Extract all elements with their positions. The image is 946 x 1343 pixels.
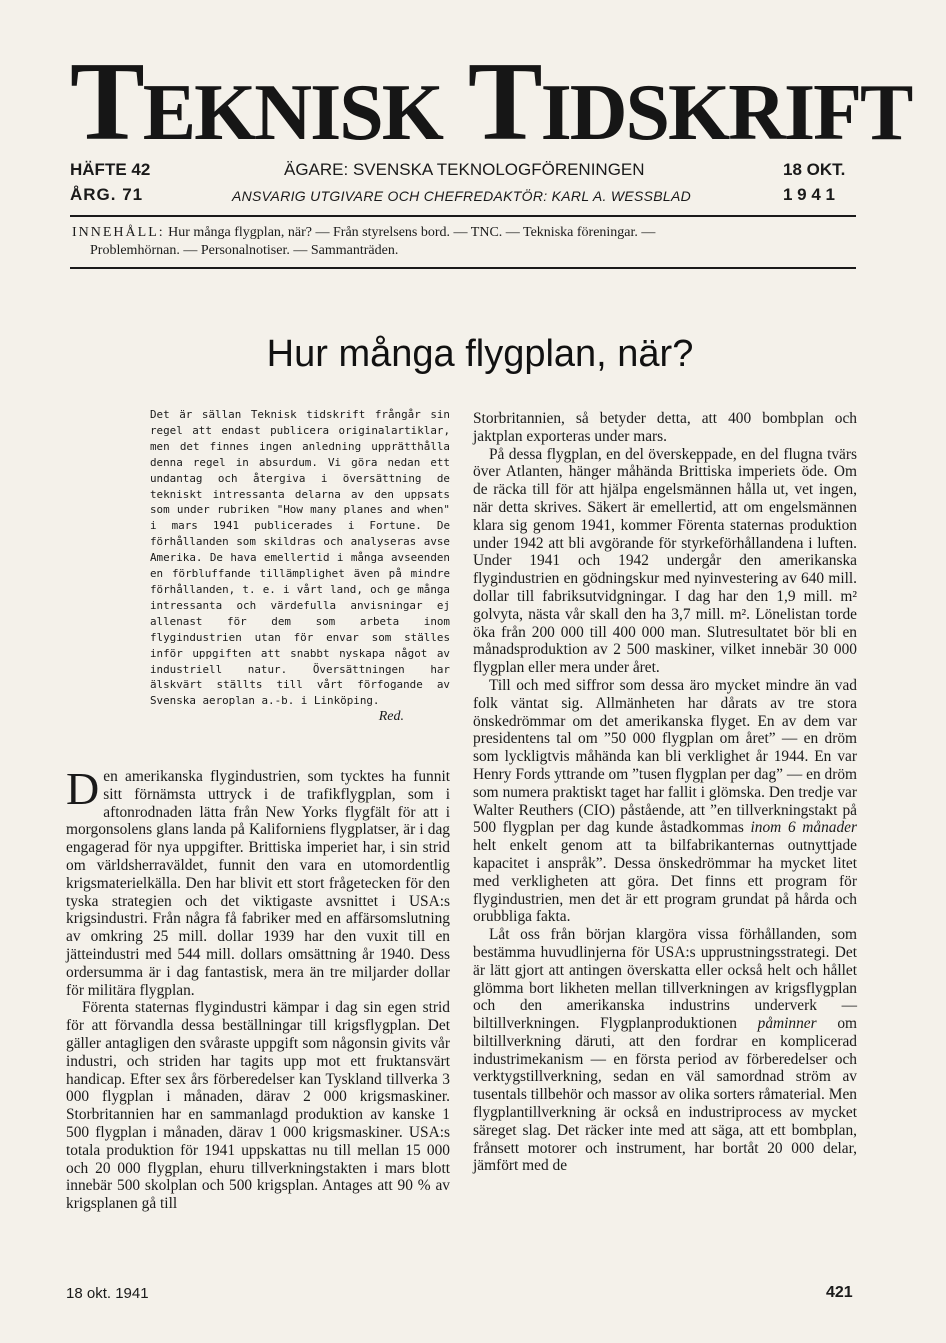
masthead-word2: IDSKRIFT xyxy=(540,69,912,157)
rule-top xyxy=(70,215,856,217)
footer-date: 18 okt. 1941 xyxy=(66,1285,149,1302)
right-p4-b: om biltillverkning däruti, att den fordrar en komplicerad industrimekanism — en första period av förberedelser och verktygstillverkning, sedan en väl samordnad ström av tusentals tillbehör och massor av olika sorters råmaterial. Men flygplantillverkning är också en industriprocess av mycket säreget slag. Det räcker inte med att säga, att ett bombplan, frånsett motorer och instrument, har bortåt 20 000 delar, jämfört med de xyxy=(473,1015,857,1175)
left-p1-text: en amerikanska flygindustrien, som tycktes ha funnit sitt förnämsta uttryck i de trafikflygplan, som i aftonrodnaden lätta från New Yorks flygfält för att i morgonsolens glans landa på Kaliforniens flygplatser, är i dag engagerad för nya uppgifter. Brittiska imperiet har, i sin strid om världsherraväldet, funnit den vara en utomordentlig krigsmaterielkälla. Den har blivit ett stort frågetecken för den tyska strategien och det viktigaste avsnittet i USA:s krigsindustri. Från några få fabriker med en affärsomslutning av omkring 25 mill. dollar 1939 har den vuxit till en jätteindustri med 544 mill. dollars omsättning år 1940. Dess ordersumma är i dag fantastisk, mera än tre miljarder dollar för militära flygplan. xyxy=(66,768,450,999)
left-column xyxy=(66,763,450,1213)
issue-year: 1 9 4 1 xyxy=(783,185,835,204)
masthead-t1: T xyxy=(70,40,143,164)
right-p4-a: Låt oss från början klargöra vissa förhållanden, som bestämma huvudlinjerna för USA:s upprustningsstrategi. Det är lätt gjort att antingen överskatta eller också helt och hållet glömma bort likheten mellan tillverkningen av krigsflygplan och den amerikanska industrins underverk — biltillverkningen. Flygplanproduktionen xyxy=(473,926,857,1033)
right-p3-b: helt enkelt genom att ta bilfabrikanternas outnyttjade kapacitet i anspråk”. Dessa önskedrömmar ha mycket litet med verkligheten att göra. Det finns ett program för flygindustrien, men det är ett program grundat på hårda och orubbliga fakta. xyxy=(473,837,857,926)
editor-line: ANSVARIG UTGIVARE OCH CHEFREDAKTÖR: KARL A. WESSBLAD xyxy=(232,188,692,204)
right-p3-emphasis: inom 6 månader xyxy=(750,819,857,837)
intro-signature: Red. xyxy=(378,709,404,725)
left-paragraph-2: Förenta staternas flygindustri kämpar i dag sin egen strid för att förvandla dessa beställningar till krigsflygplan. Det gäller antagligen den svåraste uppgift som någonsin givits vår industri, och striden har tagits upp mot ett fruktansvärt handicap. Efter sex års förberedelser kan Tyskland tillverka 3 000 flygplan i månaden, därav 2 000 krigsmaskiner. Storbritannien har en sammanlagd produktion av kanske 1 500 flygplan i månaden, därav 1 000 krigsmaskiner. USA:s totala produktion för 1941 uppskattas nu till mellan 15 000 och 20 000 flygplan, ehuru tillverkningstakten i mars blott innebär 500 skolplan och 500 krigsplan. Antages att 90 % av krigsplanen gå till xyxy=(66,999,450,1213)
table-of-contents xyxy=(72,224,862,260)
drop-cap: D xyxy=(66,763,100,814)
left-paragraph-1 xyxy=(66,763,450,999)
right-paragraph-3 xyxy=(473,677,857,926)
right-paragraph-1: Storbritannien, så betyder detta, att 400 bombplan och jaktplan exporteras under mars. xyxy=(473,410,857,445)
article-headline: Hur många flygplan, när? xyxy=(266,333,694,375)
rule-bottom xyxy=(70,267,856,269)
issue-date: 18 OKT. xyxy=(783,160,846,179)
right-paragraph-2: På dessa flygplan, en del överskeppade, en del flugna tvärs över Atlanten, hänger måhända Brittiska imperiets öde. Om de räcka till för att hjälpa engelsmännen hålla ut, vet ingen, när detta skrives. Säkert är emellertid, att om engelsmännen klara sig genom 1941, kommer Förenta staternas produktion under 1942 att bli avgörande för styrkeförhållandena i luften. Under 1941 och 1942 undergår den amerikanska flygindustrien en gödningskur med nyinvestering av 640 mill. dollar till fabriksutvidgningar. I dag har den 1,9 mill. m² golvyta, nästa vår skall den ha 3,7 mill. m². Lönelistan torde öka från 200 000 till 400 000 man. Slutresultatet bör bli en månadsproduktion av 2 500 maskiner, vilket innebär 30 000 flygplan eller mera under året. xyxy=(473,445,857,677)
editor-intro xyxy=(150,407,450,725)
masthead-t2: T xyxy=(467,40,541,164)
owner-line: ÄGARE: SVENSKA TEKNOLOGFÖRENINGEN xyxy=(284,160,645,179)
right-column xyxy=(473,410,857,1175)
volume-year: ÅRG. 71 xyxy=(70,185,144,204)
right-paragraph-4 xyxy=(473,926,857,1175)
contents-label: INNEHÅLL: xyxy=(72,225,165,240)
page-number: 421 xyxy=(826,1284,853,1301)
contents-line2: Problemhörnan. — Personalnotiser. — Sammanträden. xyxy=(90,243,399,258)
contents-line1: Hur många flygplan, när? — Från styrelsens bord. — TNC. — Tekniska föreningar. — xyxy=(168,225,656,240)
right-p4-emphasis: påminner xyxy=(757,1015,817,1033)
masthead-word1: EKNISK xyxy=(142,69,442,157)
masthead-title xyxy=(70,40,912,164)
right-p3-a: Till och med siffror som dessa äro mycket mindre än vad folk väntat sig. Allmänheten har dårats av tre stora önskedrömmar om det amerikanska flyget. En av dem var presidentens tal om ”50 000 flygplan om året” — en dröm som lyckligtvis måhända kan bli verklighet år 1944. En var Henry Fords yttrande om ”tusen flygplan per dag” — en dröm som numera praktiskt taget har fallit i glömska. Den tredje var Walter Reuthers (CIO) påstående, att ”en tillverkningstakt på 500 flygplan per dag kunde åstadkommas xyxy=(473,676,857,837)
issue-number: HÄFTE 42 xyxy=(70,160,151,179)
intro-text: Det är sällan Teknisk tidskrift frångår sin regel att endast publicera originalartiklar, men det finnes ingen anledning upprätthålla denna regel in absurdum. Vi göra nedan ett undantag och återgiva i översättning de tekniskt intressanta delarna av den uppsats som under rubriken "How many planes and when" i mars 1941 publicerades i Fortune. De förhållanden som skildras och analyseras avse Amerika. De hava emellertid i många avseenden en förbluffande tillämplighet även på mindre förhållanden, t. e. i vårt land, och ge många intressanta och värdefulla anvisningar ej allenast för dem som arbeta inom flygindustrien utan för envar som ställes inför uppgiften att snabbt nyskapa något av industriell natur. Översättningen har älskvärt ställts till vårt förfogande av Svenska aeroplan a.-b. i Linköping. xyxy=(150,408,450,708)
